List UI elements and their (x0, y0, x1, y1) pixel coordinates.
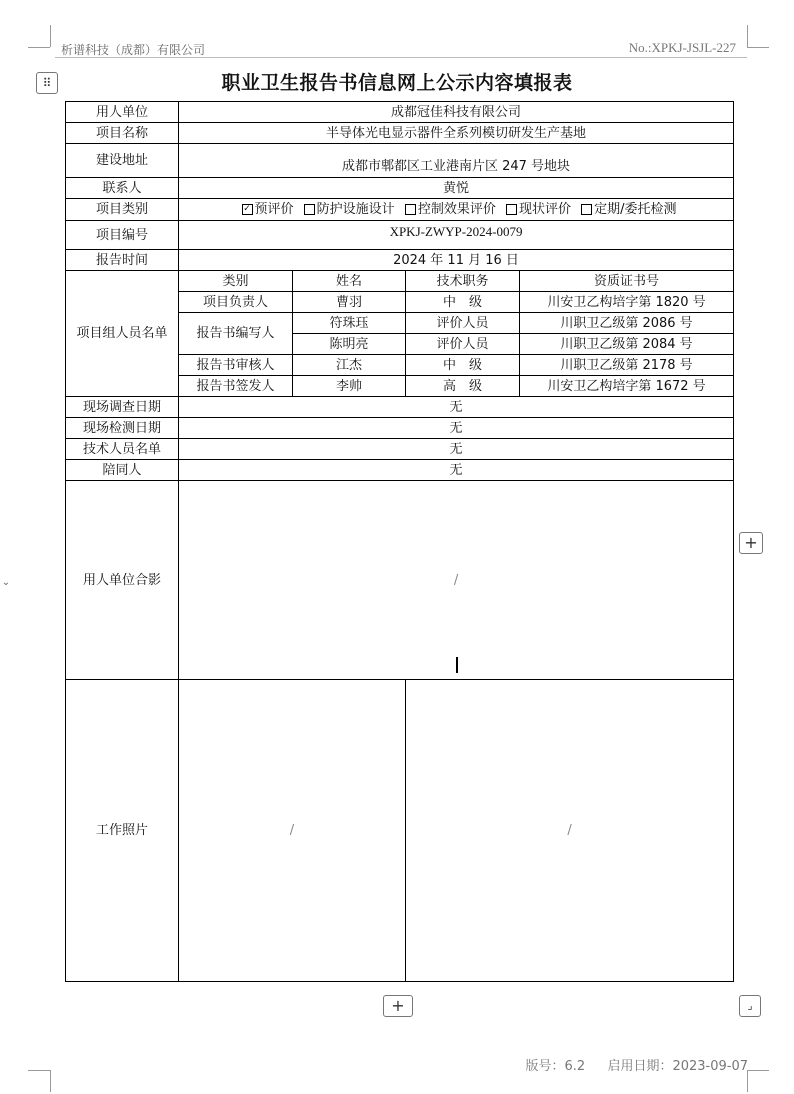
team-member-cert[interactable]: 川安卫乙构培字第 1820 号 (520, 292, 734, 313)
table-row (66, 178, 734, 199)
test-date-value[interactable]: 无 (179, 418, 734, 439)
team-member-title[interactable]: 中 级 (406, 355, 520, 376)
crop-mark (747, 47, 769, 48)
table-row (66, 102, 734, 123)
crop-mark (50, 1070, 51, 1092)
checkbox-status-evaluation[interactable] (506, 204, 517, 215)
tech-staff-value[interactable]: 无 (179, 439, 734, 460)
row-label: 报告时间 (66, 250, 179, 271)
checkbox-protection-design[interactable] (304, 204, 315, 215)
header-company: 析谱科技（成都）有限公司 (61, 43, 206, 57)
employer-value[interactable]: 成都冠佳科技有限公司 (179, 102, 734, 123)
team-member-title[interactable]: 评价人员 (406, 334, 520, 355)
table-row (66, 123, 734, 144)
team-member-name[interactable]: 符珠珏 (293, 313, 406, 334)
row-label: 项目名称 (66, 123, 179, 144)
row-label: 建设地址 (66, 144, 179, 178)
chevron-down-icon[interactable]: ⌄ (1, 577, 11, 588)
header-rule (55, 57, 747, 58)
crop-mark (747, 1070, 769, 1071)
disclosure-form-table (65, 101, 734, 982)
team-header-row (66, 271, 734, 292)
group-photo-placeholder: / (453, 572, 459, 588)
header-doc-number: No.:XPKJ-JSJL-227 (628, 40, 736, 55)
team-member-name[interactable]: 李帅 (293, 376, 406, 397)
category-options (179, 199, 734, 221)
checkbox-pre-evaluation[interactable]: ✓ (243, 204, 251, 214)
contact-value[interactable]: 黄悦 (179, 178, 734, 199)
option-label: 防护设施设计 (316, 202, 395, 217)
team-header-name: 姓名 (293, 271, 406, 292)
address-cell[interactable] (179, 144, 734, 178)
team-member-name[interactable]: 曹羽 (293, 292, 406, 313)
table-resize-icon[interactable]: ⌟ (739, 995, 761, 1017)
team-role: 项目负责人 (179, 292, 293, 313)
table-row (66, 418, 734, 439)
project-name-value[interactable]: 半导体光电显示器件全系列模切研发生产基地 (179, 123, 734, 144)
report-time-value[interactable]: 2024 年 11 月 16 日 (179, 250, 734, 271)
option-label: 预评价 (254, 202, 294, 217)
team-label: 项目组人员名单 (66, 271, 179, 397)
team-member-cert[interactable]: 川职卫乙级第 2086 号 (520, 313, 734, 334)
survey-date-value[interactable]: 无 (179, 397, 734, 418)
row-label: 用人单位合影 (66, 481, 179, 680)
option-label: 现状评价 (518, 202, 571, 217)
team-member-name[interactable]: 陈明亮 (293, 334, 406, 355)
row-label: 现场调查日期 (66, 397, 179, 418)
checkbox-control-effect[interactable] (405, 204, 416, 215)
team-member-title[interactable]: 中 级 (406, 292, 520, 313)
document-title: 职业卫生报告书信息网上公示内容填报表 (221, 72, 573, 94)
team-role: 报告书签发人 (179, 376, 293, 397)
table-row (66, 199, 734, 221)
row-label: 用人单位 (66, 102, 179, 123)
footer-date: 启用日期：2023-09-07 (607, 1059, 748, 1074)
team-member-title[interactable]: 评价人员 (406, 313, 520, 334)
crop-mark (28, 47, 50, 48)
escort-value[interactable]: 无 (179, 460, 734, 481)
checkbox-periodic-testing[interactable] (581, 204, 592, 215)
row-label: 联系人 (66, 178, 179, 199)
team-role: 报告书审核人 (179, 355, 293, 376)
table-row (66, 250, 734, 271)
team-member-name[interactable]: 江杰 (293, 355, 406, 376)
table-row (66, 460, 734, 481)
project-number-cell[interactable] (179, 221, 734, 250)
add-row-button[interactable]: + (383, 995, 413, 1017)
team-member-cert[interactable]: 川职卫乙级第 2178 号 (520, 355, 734, 376)
crop-mark (50, 25, 51, 47)
team-header-category: 类别 (179, 271, 293, 292)
team-member-cert[interactable]: 川安卫乙构培字第 1672 号 (520, 376, 734, 397)
row-label: 工作照片 (66, 680, 179, 982)
address-value: 成都市郫都区工业港南片区 247 号地块 (341, 159, 571, 174)
table-row (66, 397, 734, 418)
row-label: 现场检测日期 (66, 418, 179, 439)
team-role: 报告书编写人 (179, 313, 293, 355)
option-label: 定期/委托检测 (594, 202, 677, 217)
footer (525, 1055, 748, 1074)
team-header-title: 技术职务 (406, 271, 520, 292)
group-photo-cell[interactable] (179, 481, 734, 680)
project-number-value: XPKJ-ZWYP-2024-0079 (389, 224, 523, 239)
add-column-button[interactable]: + (739, 532, 763, 554)
work-photo-right[interactable]: / (406, 680, 734, 982)
crop-mark (28, 1070, 50, 1071)
table-row (66, 439, 734, 460)
team-member-title[interactable]: 高 级 (406, 376, 520, 397)
crop-mark (747, 25, 748, 47)
work-photo-left[interactable]: / (179, 680, 406, 982)
team-header-cert: 资质证书号 (520, 271, 734, 292)
team-member-cert[interactable]: 川职卫乙级第 2084 号 (520, 334, 734, 355)
table-row (66, 680, 734, 982)
row-label: 技术人员名单 (66, 439, 179, 460)
row-label: 项目类别 (66, 199, 179, 221)
table-row (66, 481, 734, 680)
row-label: 陪同人 (66, 460, 179, 481)
footer-version: 版号：6.2 (525, 1059, 586, 1074)
option-label: 控制效果评价 (417, 202, 496, 217)
text-cursor (456, 657, 458, 673)
table-row (66, 221, 734, 250)
table-move-handle-icon[interactable]: ⠿ (36, 72, 58, 94)
table-row (66, 144, 734, 178)
row-label: 项目编号 (66, 221, 179, 250)
